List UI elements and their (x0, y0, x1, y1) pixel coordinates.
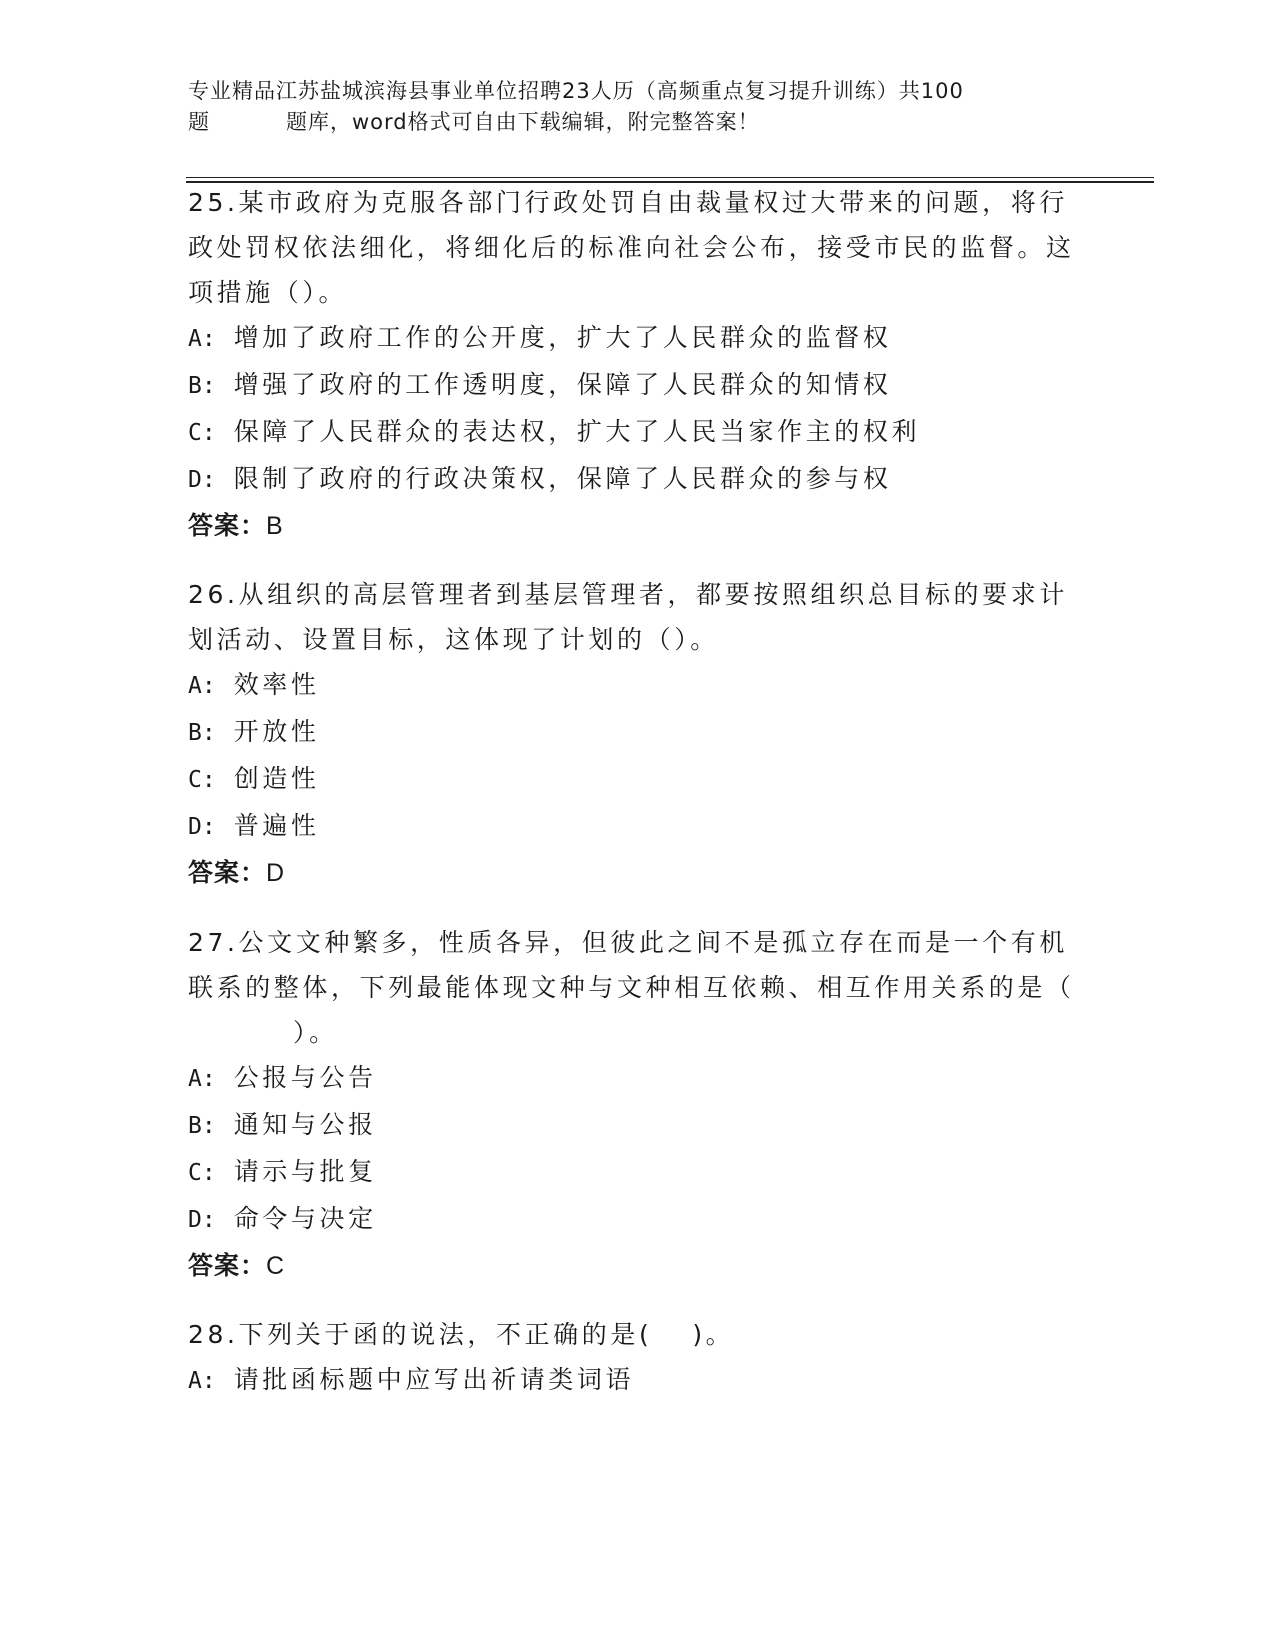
question-stem-part-b: )。 (692, 1320, 735, 1349)
option-a (188, 1357, 1088, 1404)
option-b (188, 709, 1088, 756)
header-line-1: 专业精品江苏盐城滨海县事业单位招聘23人历（高频重点复习提升训练）共100 (188, 79, 964, 103)
option-letter: D: (188, 1207, 216, 1233)
header-line-2-a: 题 (188, 110, 210, 134)
header-divider-thin (186, 177, 1154, 178)
answer-line (188, 850, 1088, 896)
question-25 (188, 180, 1088, 549)
option-text: 命令与决定 (233, 1204, 377, 1233)
answer-value: C (266, 1252, 286, 1280)
option-letter: A: (188, 1368, 216, 1394)
option-text: 增加了政府工作的公开度，扩大了人民群众的监督权 (233, 323, 892, 352)
answer-label: 答案： (188, 858, 267, 887)
question-stem-part-b: ）。 (293, 1018, 338, 1047)
option-d (188, 1196, 1088, 1243)
header-line-2-b: 题库，word格式可自由下载编辑，附完整答案！ (286, 110, 760, 134)
answer-value: D (266, 859, 286, 887)
answer-line (188, 503, 1088, 549)
header-line-2 (188, 107, 1068, 138)
option-letter: C: (188, 1160, 216, 1186)
question-27 (188, 920, 1088, 1289)
option-text: 请示与批复 (233, 1157, 377, 1186)
option-letter: A: (188, 1066, 216, 1092)
option-a (188, 315, 1088, 362)
option-c (188, 409, 1088, 456)
answer-label: 答案： (188, 1251, 267, 1280)
answer-line (188, 1243, 1088, 1289)
option-letter: B: (188, 1113, 216, 1139)
document-header (188, 76, 1068, 138)
answer-label: 答案： (188, 511, 267, 540)
question-26 (188, 572, 1088, 896)
question-stem (188, 1312, 1088, 1357)
question-28 (188, 1312, 1088, 1404)
option-b (188, 1102, 1088, 1149)
option-text: 创造性 (233, 764, 320, 793)
option-letter: C: (188, 767, 216, 793)
question-stem-part-a: 27.公文文种繁多，性质各异，但彼此之间不是孤立存在而是一个有机联系的整体，下列最能体现文种与文种相互依赖、相互作用关系的是（ (188, 928, 1075, 1002)
option-text: 效率性 (233, 670, 320, 699)
option-c (188, 1149, 1088, 1196)
option-letter: C: (188, 420, 216, 446)
option-d (188, 456, 1088, 503)
option-c (188, 756, 1088, 803)
option-b (188, 362, 1088, 409)
question-stem-part-a: 28.下列关于函的说法，不正确的是( (188, 1320, 653, 1349)
option-letter: B: (188, 720, 216, 746)
option-text: 公报与公告 (233, 1063, 377, 1092)
option-text: 保障了人民群众的表达权，扩大了人民当家作主的权利 (233, 417, 921, 446)
option-text: 请批函标题中应写出祈请类词语 (233, 1365, 635, 1394)
option-text: 限制了政府的行政决策权，保障了人民群众的参与权 (233, 464, 892, 493)
option-letter: D: (188, 814, 216, 840)
option-letter: D: (188, 467, 216, 493)
option-d (188, 803, 1088, 850)
question-stem: 25.某市政府为克服各部门行政处罚自由裁量权过大带来的问题，将行政处罚权依法细化，将细化后的标准向社会公布，接受市民的监督。这项措施（）。 (188, 188, 1075, 307)
option-a (188, 1055, 1088, 1102)
question-stem (188, 920, 1088, 1055)
option-a (188, 662, 1088, 709)
option-text: 开放性 (233, 717, 320, 746)
option-letter: B: (188, 373, 216, 399)
option-letter: A: (188, 673, 216, 699)
option-text: 普遍性 (233, 811, 320, 840)
option-text: 增强了政府的工作透明度，保障了人民群众的知情权 (233, 370, 892, 399)
option-letter: A: (188, 326, 216, 352)
question-stem: 26.从组织的高层管理者到基层管理者，都要按照组织总目标的要求计划活动、设置目标，这体现了计划的（）。 (188, 580, 1068, 654)
answer-value: B (266, 512, 284, 540)
option-text: 通知与公报 (233, 1110, 377, 1139)
